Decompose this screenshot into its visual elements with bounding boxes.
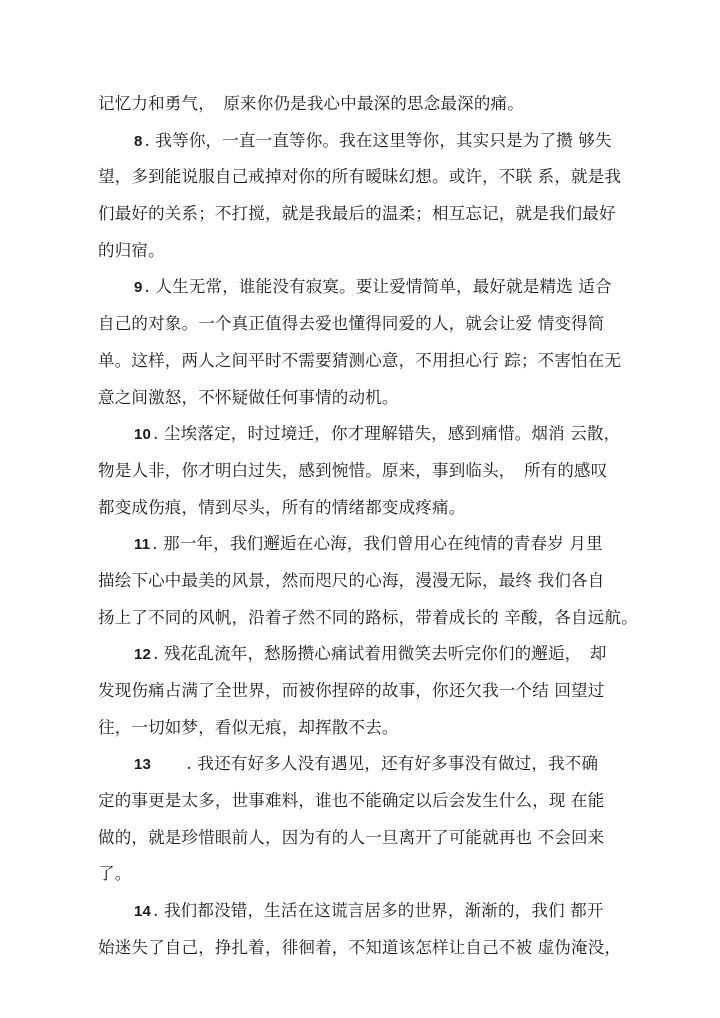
paragraph-line: 12 . 残花乱流年，愁肠攒心痛试着用微笑去听完你们的邂逅， 却 [134,644,607,664]
item-number: 13 [134,756,152,774]
paragraph-line: 意之间激怒，不怀疑做任何事情的动机。 [98,387,399,407]
paragraph-line: 记忆力和勇气， 原来你仍是我心中最深的思念最深的痛。 [98,94,524,113]
item-number: 10 [134,426,152,444]
paragraph-line: 始迷失了自己，挣扎着，徘徊着，不知道该怎样让自己不被 虚伪淹没， [98,937,622,957]
paragraph-line: 自己的对象。一个真正值得去爱也懂得同爱的人，就会让爱 情变得简 [98,314,605,334]
paragraph-line: 13 . 我还有好多人没有遇见，还有好多事没有做过，我不确 [134,754,599,774]
paragraph-line: 11 . 那一年，我们邂逅在心海，我们曾用心在纯情的青春岁 月里 [134,534,603,554]
paragraph-line: 14 . 我们都没错，生活在这谎言居多的世界，渐渐的，我们 都开 [134,901,604,921]
item-number: 14 [134,903,152,921]
paragraph-line: 描绘下心中最美的风景，然而咫尺的心海，漫漫无际，最终 我们各自 [98,570,605,590]
paragraph-line: 扬上了不同的风帆，沿着孑然不同的路标，带着成长的 辛酸，各自远航。 [98,607,638,627]
paragraph-line: 8 . 我等你，一直一直等你。我在这里等你，其实只是为了攒 够失 [134,130,612,150]
paragraph-line: 做的，就是珍惜眼前人，因为有的人一旦离开了可能就再也 不会回来 [98,827,605,847]
paragraph-line: 单。这样，两人之间平时不需要猜测心意，不用担心行 踪；不害怕在无 [98,350,622,370]
paragraph-line: 望，多到能说服自己戒掉对你的所有暧昧幻想。或许，不联 系，就是我 [98,167,622,187]
paragraph-line: 们最好的关系；不打搅，就是我最后的温柔；相互忘记，就是我们最好 [98,204,616,224]
paragraph-line: 的归宿。 [98,240,165,260]
item-number: 8 [134,132,143,150]
paragraph-line: 了。 [98,864,132,884]
paragraph-line: 发现伤痛占满了全世界，而被你捏碎的故事，你还欠我一个结 回望过 [98,681,605,700]
paragraph-line: 10 . 尘埃落定，时过境迁，你才理解错失，感到痛惜。烟消 云散， [134,424,621,444]
item-number: 12 [134,646,152,664]
paragraph-line: 定的事更是太多，世事难料，谁也不能确定以后会发生什么，现 在能 [98,791,605,811]
paragraph-line: 9 . 人生无常，谁能没有寂寞。要让爱情简单，最好就是精选 适合 [134,277,612,297]
paragraph-line: 往，一切如梦，看似无痕，却挥散不去。 [98,717,399,737]
item-number: 9 [134,279,143,297]
paragraph-line: 物是人非，你才明白过失，感到惋惜。原来，事到临头， 所有的感叹 [98,460,608,480]
paragraph-line: 都变成伤痕，情到尽头，所有的情绪都变成疼痛。 [98,497,466,517]
document-body [98,86,638,967]
item-number: 11 [134,536,151,554]
